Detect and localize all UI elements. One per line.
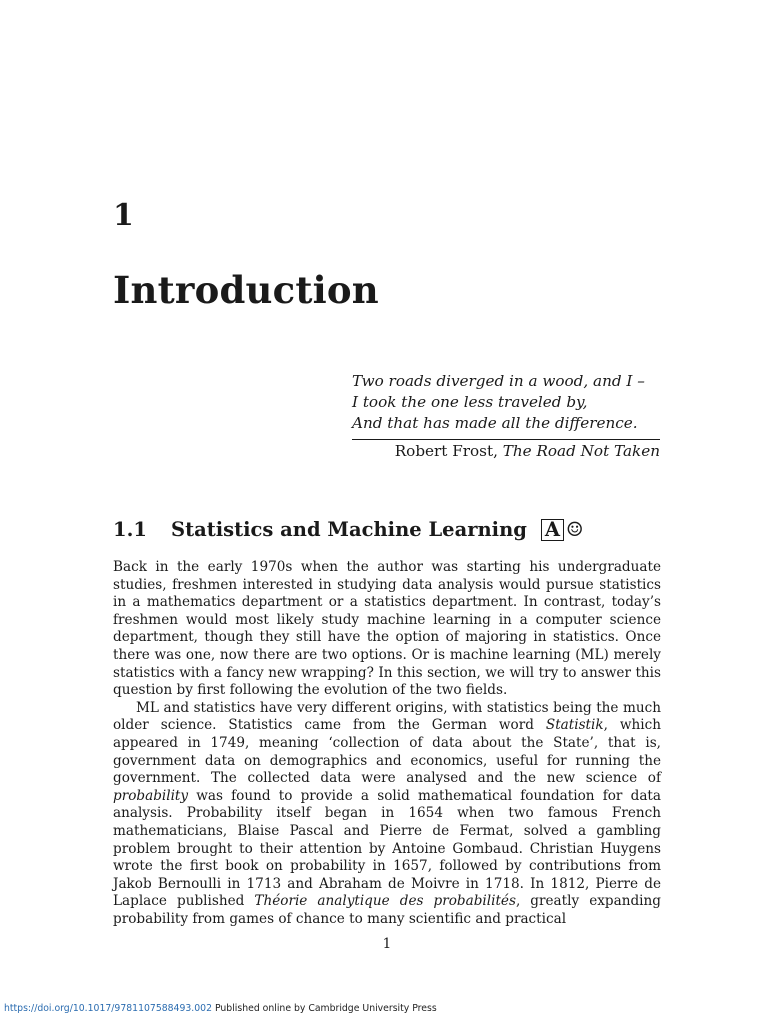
epigraph-line: Two roads diverged in a wood, and I – (352, 372, 645, 390)
epigraph-author: Robert Frost, (394, 442, 498, 460)
epigraph (352, 371, 660, 462)
epigraph-line: And that has made all the difference. (352, 414, 638, 432)
epigraph-rule (352, 439, 660, 440)
epigraph-line: I took the one less traveled by, (352, 393, 588, 411)
section-number: 1.1 (113, 518, 147, 541)
section-heading (113, 518, 584, 541)
emphasis: Statistik (545, 717, 604, 734)
doi-link[interactable]: https://doi.org/10.1017/9781107588493.002 (4, 1003, 213, 1014)
text-run: , which appeared in 1749, meaning ‘collection of data about the State’, that is, government data on demographics and economics, useful for running the government. The collected data were analysed and the new science of (113, 717, 661, 787)
epigraph-attribution (352, 441, 660, 462)
page-number: 1 (382, 936, 392, 952)
chapter-title: Introduction (113, 268, 379, 312)
publisher-note: Published online by Cambridge University Press (212, 1003, 437, 1014)
text-run: ML and statistics have very different origins, with statistics being the much older science. Statistics came from the German word (113, 699, 661, 734)
epigraph-work: The Road Not Taken (502, 442, 660, 460)
footer (4, 1003, 437, 1014)
body-text (113, 559, 661, 928)
level-marker-badge: A (541, 519, 564, 541)
emphasis: probability (113, 787, 189, 804)
chapter-number: 1 (113, 198, 134, 233)
paragraph: Back in the early 1970s when the author was starting his undergraduate studies, freshmen interested in studying data analysis would pursue statistics in a mathematics department or a statistics department. In contrast, today’s freshmen would most likely study machine learning in a computer science department, though they still have the option of majoring in statistics. Once there was one, now there are two options. Or is machine learning (ML) merely statistics with a fancy new wrapping? In this section, we will try to answer this question by first following the evolution of the two fields. (113, 559, 661, 699)
emphasis: Théorie analytique des probabilités (254, 893, 516, 910)
paragraph (113, 700, 661, 929)
text-run: , greatly expanding probability from games of chance to many scientific and practical (113, 893, 661, 927)
smiley-icon: ☺ (566, 518, 584, 541)
text-run: was found to provide a solid mathematical foundation for data analysis. Probability itself began in 1654 when two famous French mathematicians, Blaise Pascal and Pierre de Fermat, solved a gambling problem brought to their attention by Antoine Gombaud. Christian Huygens wrote the first book on probability in 1657, followed by contributions from Jakob Bernoulli in 1713 and Abraham de Moivre in 1718. In 1812, Pierre de Laplace published (113, 787, 661, 910)
section-title: Statistics and Machine Learning (171, 518, 527, 541)
